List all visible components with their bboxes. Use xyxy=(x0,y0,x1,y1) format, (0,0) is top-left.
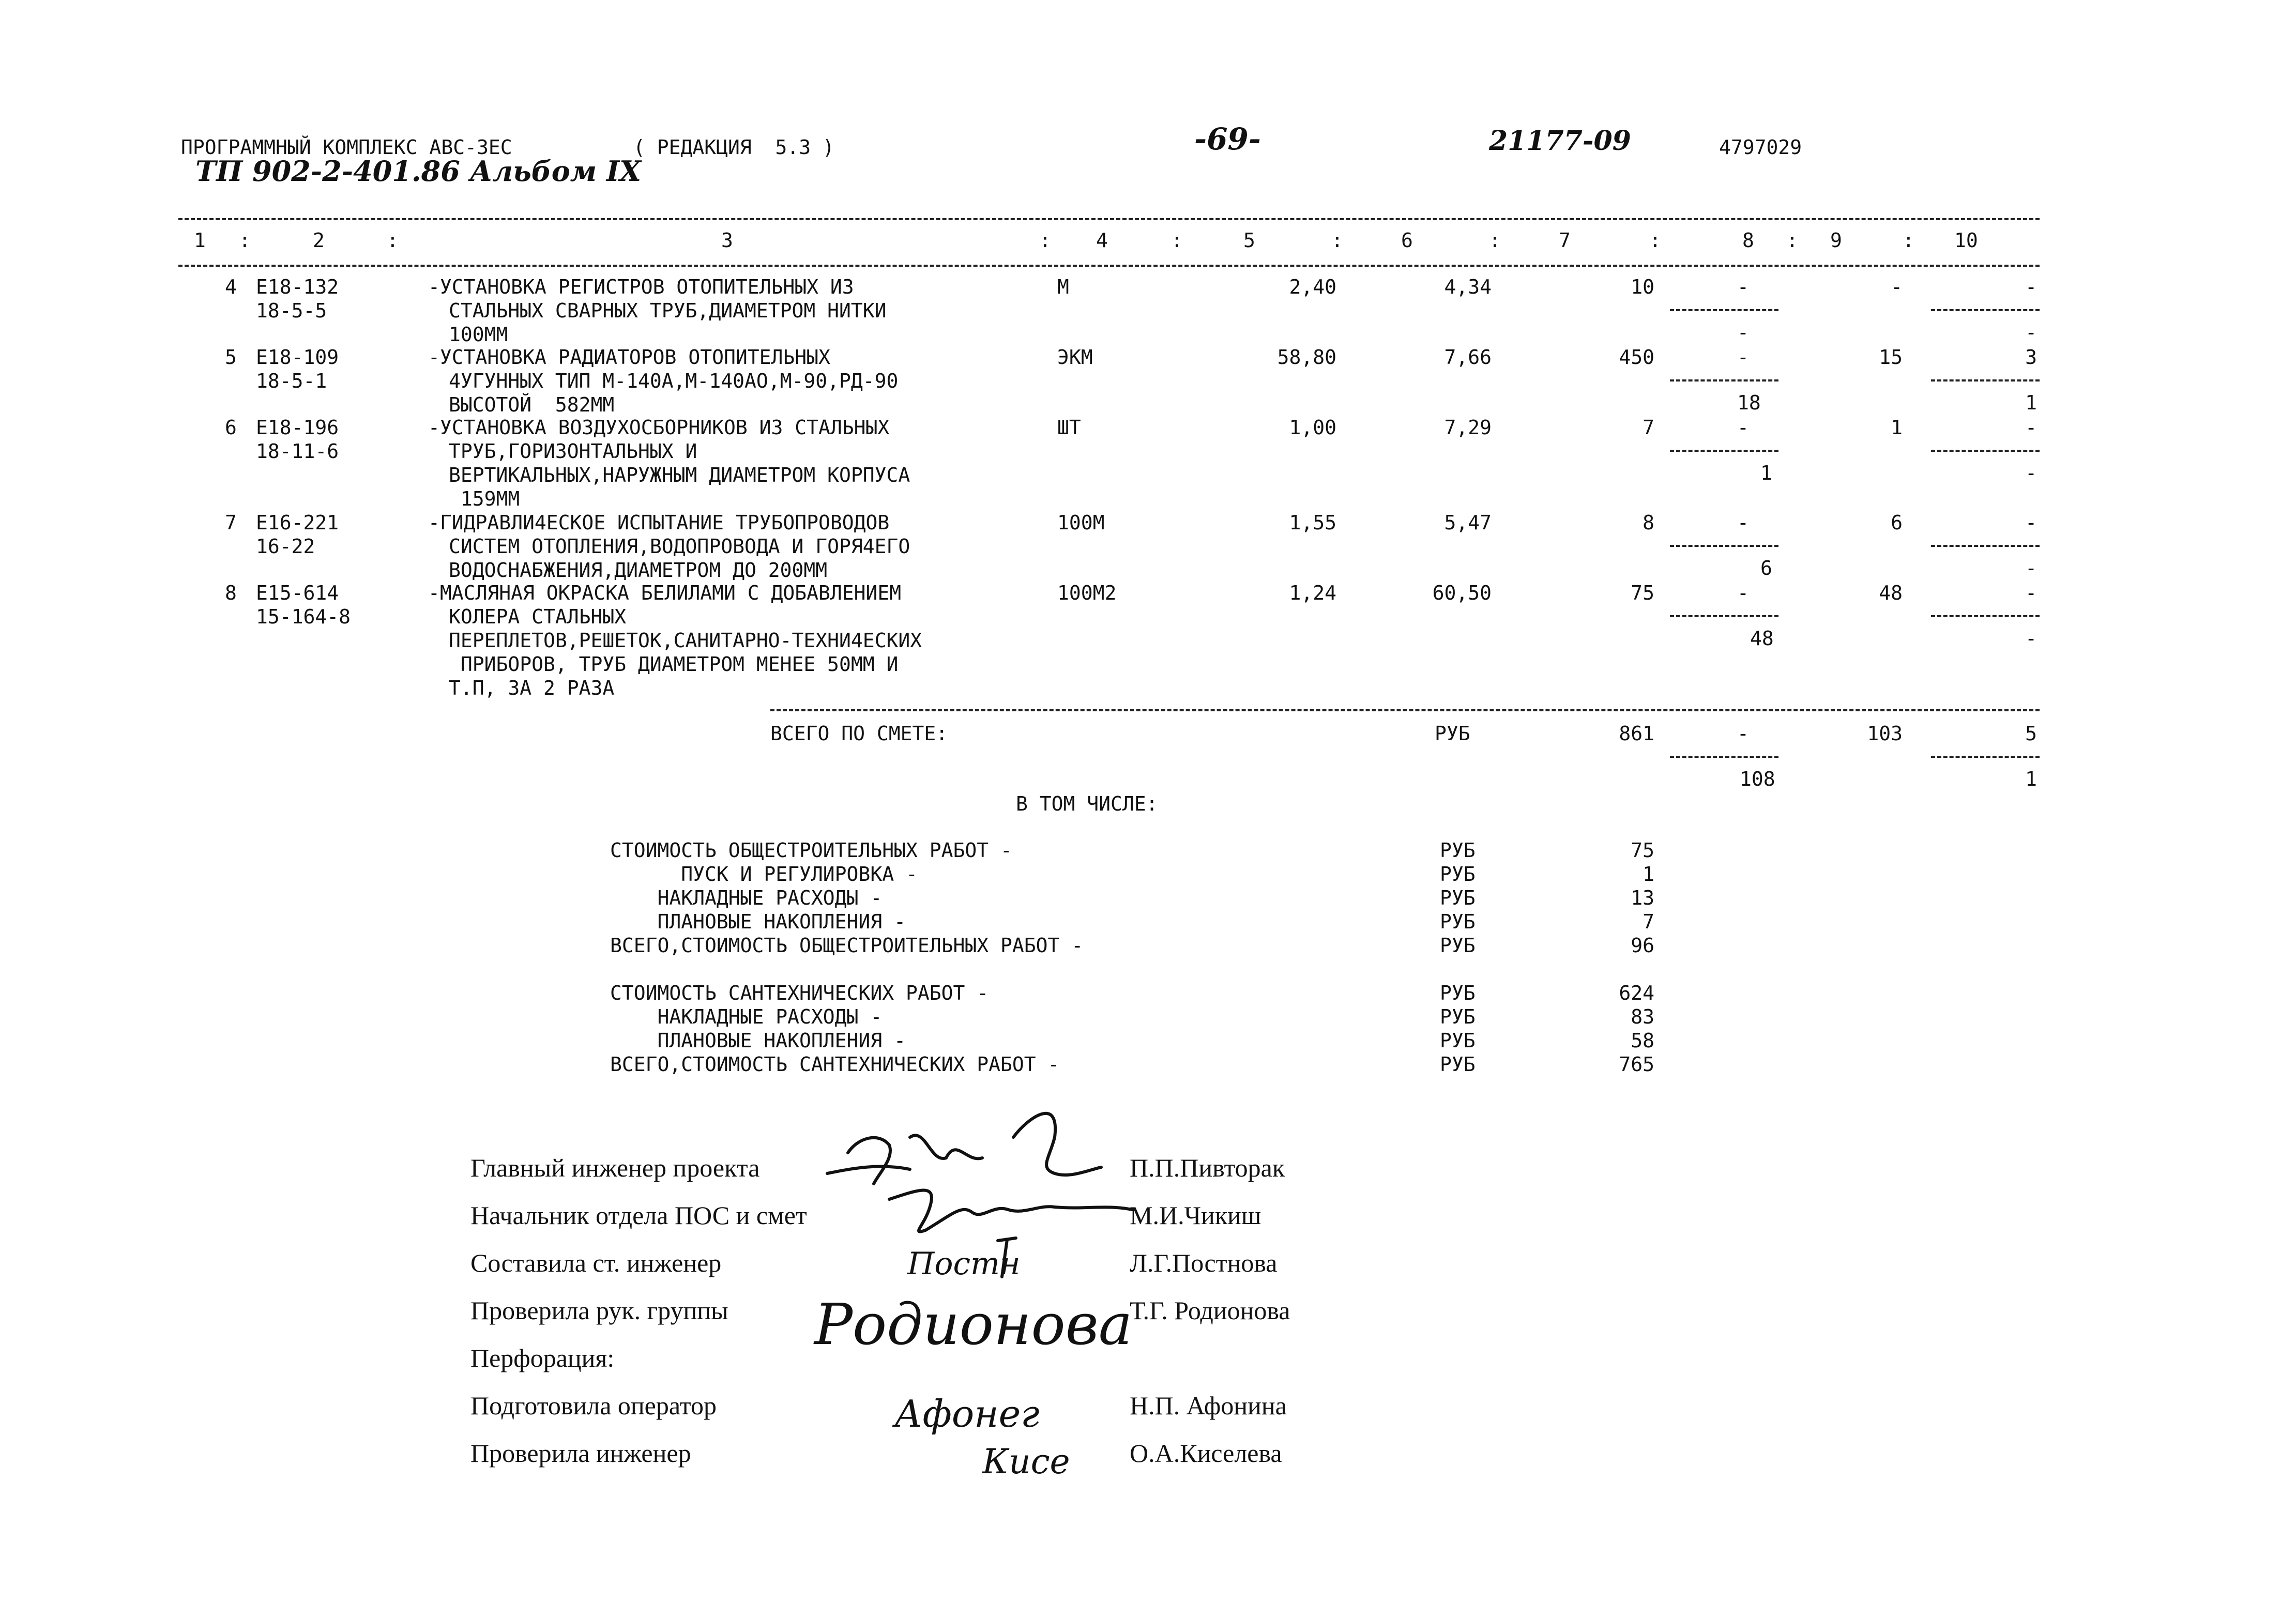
row-col8-top: - xyxy=(1737,276,1749,298)
breakdown-unit: РУБ xyxy=(1440,934,1476,957)
row-code: Е18-109 xyxy=(256,346,339,369)
row-col8-top: - xyxy=(1737,416,1749,439)
row-code: Е18-196 xyxy=(256,416,339,439)
row-code-2: 18-11-6 xyxy=(256,440,339,463)
breakdown-unit: РУБ xyxy=(1440,1029,1476,1052)
breakdown-value: 75 xyxy=(1631,839,1654,862)
row-desc-line: 159ММ xyxy=(449,487,520,510)
breakdown-value: 96 xyxy=(1631,934,1654,957)
album-title: ТП 902-2-401.86 Альбом IX xyxy=(195,155,642,188)
row-price: 60,50 xyxy=(1432,582,1492,604)
signature-name: П.П.Пивторак xyxy=(1130,1153,1285,1182)
row-col9: - xyxy=(1891,276,1903,298)
signature-role: Главный инженер проекта xyxy=(470,1153,760,1182)
row-desc-line: ВЫСОТОЙ 582ММ xyxy=(449,393,615,416)
row-col10-bottom: - xyxy=(2025,462,2037,484)
row-code: Е15-614 xyxy=(256,582,339,604)
row-number: 5 xyxy=(225,346,237,369)
breakdown-label: ПУСК И РЕГУЛИРОВКА - xyxy=(610,863,918,886)
column-header: 10 xyxy=(1954,229,1978,252)
column-header: 9 xyxy=(1830,229,1842,252)
totals-col8-top: - xyxy=(1737,722,1749,745)
signature-name: Т.Г. Родионова xyxy=(1130,1296,1290,1325)
document-code: 4797029 xyxy=(1719,136,1802,159)
totals-col8-bottom: 108 xyxy=(1740,768,1775,790)
row-desc-line: ПЕРЕПЛЕТОВ,РЕШЕТОК,САНИТАРНО-ТЕХНИ4ЕСКИХ xyxy=(449,629,922,652)
breakdown-value: 13 xyxy=(1631,887,1654,909)
signature-role: Составила ст. инженер xyxy=(470,1248,722,1277)
totals-unit: РУБ xyxy=(1435,722,1470,745)
edition: ( РЕДАКЦИЯ 5.3 ) xyxy=(633,136,834,159)
row-col8-bottom: 48 xyxy=(1750,627,1774,650)
row-price: 7,29 xyxy=(1444,416,1492,439)
row-desc-line: -УСТАНОВКА ВОЗДУХОСБОРНИКОВ ИЗ СТАЛЬНЫХ xyxy=(428,416,890,439)
row-code-2: 15-164-8 xyxy=(256,605,351,628)
breakdown-unit: РУБ xyxy=(1440,839,1476,862)
totals-total: 861 xyxy=(1619,722,1654,745)
program-name: ПРОГРАММНЫЙ КОМПЛЕКС АВС-ЗЕС xyxy=(181,136,512,159)
row-col10-top: - xyxy=(2025,582,2037,604)
row-col9: 1 xyxy=(1891,416,1903,439)
signature-role: Проверила инженер xyxy=(470,1439,691,1468)
breakdown-unit: РУБ xyxy=(1440,1005,1476,1028)
breakdown-label: СТОИМОСТЬ САНТЕХНИЧЕСКИХ РАБОТ - xyxy=(610,982,989,1004)
row-number: 8 xyxy=(225,582,237,604)
totals-col9: 103 xyxy=(1867,722,1903,745)
row-col10-bottom: - xyxy=(2025,321,2037,344)
column-header: 3 xyxy=(721,229,733,252)
column-header: 7 xyxy=(1559,229,1571,252)
row-code-2: 16-22 xyxy=(256,535,315,558)
row-col8-bottom: 1 xyxy=(1760,462,1772,484)
breakdown-value: 7 xyxy=(1643,910,1654,933)
breakdown-value: 765 xyxy=(1619,1053,1654,1076)
row-col8-top: - xyxy=(1737,582,1749,604)
row-col10-bottom: 1 xyxy=(2025,391,2037,414)
signature-name: Л.Г.Постнова xyxy=(1130,1248,1278,1277)
column-header: 4 xyxy=(1096,229,1108,252)
row-quantity: 1,24 xyxy=(1289,582,1336,604)
row-code: Е16-221 xyxy=(256,511,339,534)
totals-col10-top: 5 xyxy=(2025,722,2037,745)
row-total: 10 xyxy=(1631,276,1654,298)
column-header: 5 xyxy=(1243,229,1255,252)
signature-mark-chikish xyxy=(889,1190,1132,1232)
row-col8-top: - xyxy=(1737,346,1749,369)
row-desc-line: -УСТАНОВКА РАДИАТОРОВ ОТОПИТЕЛЬНЫХ xyxy=(428,346,830,369)
totals-col10-bottom: 1 xyxy=(2025,768,2037,790)
row-desc-line: ПРИБОРОВ, ТРУБ ДИАМЕТРОМ МЕНЕЕ 50ММ И xyxy=(449,653,899,676)
row-col9: 15 xyxy=(1879,346,1903,369)
row-unit: 100М2 xyxy=(1057,582,1117,604)
doc-number: 21177-09 xyxy=(1489,125,1631,157)
row-desc-line: СТАЛЬНЫХ СВАРНЫХ ТРУБ,ДИАМЕТРОМ НИТКИ xyxy=(449,299,887,322)
signature-role: Проверила рук. группы xyxy=(470,1296,728,1325)
signature-mark-rodionova: Родионова xyxy=(814,1291,1133,1357)
column-header: 1 xyxy=(194,229,206,252)
row-quantity: 58,80 xyxy=(1277,346,1336,369)
row-code: Е18-132 xyxy=(256,276,339,298)
breakdown-value: 58 xyxy=(1631,1029,1654,1052)
breakdown-unit: РУБ xyxy=(1440,982,1476,1004)
row-total: 8 xyxy=(1643,511,1654,534)
row-price: 4,34 xyxy=(1444,276,1492,298)
signature-role: Перфорация: xyxy=(470,1344,615,1372)
row-col10-bottom: - xyxy=(2025,557,2037,579)
row-col10-top: - xyxy=(2025,416,2037,439)
row-price: 7,66 xyxy=(1444,346,1492,369)
signature-mark-postnova: Постн xyxy=(907,1246,1021,1282)
signature-role: Начальник отдела ПОС и смет xyxy=(470,1201,807,1230)
column-header: 6 xyxy=(1401,229,1413,252)
row-col10-top: - xyxy=(2025,276,2037,298)
row-quantity: 1,00 xyxy=(1289,416,1336,439)
breakdown-value: 83 xyxy=(1631,1005,1654,1028)
row-col9: 48 xyxy=(1879,582,1903,604)
row-quantity: 2,40 xyxy=(1289,276,1336,298)
row-unit: ЭКМ xyxy=(1057,346,1093,369)
breakdown-label: ВСЕГО,СТОИМОСТЬ ОБЩЕСТРОИТЕЛЬНЫХ РАБОТ - xyxy=(610,934,1084,957)
breakdown-label: ПЛАНОВЫЕ НАКОПЛЕНИЯ - xyxy=(610,1029,906,1052)
row-desc-line: -МАСЛЯНАЯ ОКРАСКА БЕЛИЛАМИ С ДОБАВЛЕНИЕМ xyxy=(428,582,902,604)
breakdown-unit: РУБ xyxy=(1440,863,1476,886)
row-quantity: 1,55 xyxy=(1289,511,1336,534)
row-desc-line: ВОДОСНАБЖЕНИЯ,ДИАМЕТРОМ ДО 200ММ xyxy=(449,559,828,582)
row-col10-bottom: - xyxy=(2025,627,2037,650)
breakdown-label: НАКЛАДНЫЕ РАСХОДЫ - xyxy=(610,1005,883,1028)
row-total: 450 xyxy=(1619,346,1654,369)
signature-name: Н.П. Афонина xyxy=(1130,1391,1287,1420)
breakdown-label: СТОИМОСТЬ ОБЩЕСТРОИТЕЛЬНЫХ РАБОТ - xyxy=(610,839,1012,862)
row-desc-line: ТРУБ,ГОРИЗОНТАЛЬНЫХ И xyxy=(449,440,697,463)
row-total: 7 xyxy=(1643,416,1654,439)
row-number: 4 xyxy=(225,276,237,298)
row-col10-top: 3 xyxy=(2025,346,2037,369)
row-code-2: 18-5-5 xyxy=(256,299,327,322)
row-col8-bottom: - xyxy=(1737,321,1749,344)
signature-name: М.И.Чикиш xyxy=(1130,1201,1261,1230)
totals-label: ВСЕГО ПО СМЕТЕ: xyxy=(770,722,948,745)
breakdown-unit: РУБ xyxy=(1440,1053,1476,1076)
row-col8-top: - xyxy=(1737,511,1749,534)
breakdown-label: ПЛАНОВЫЕ НАКОПЛЕНИЯ - xyxy=(610,910,906,933)
column-header: 2 xyxy=(313,229,325,252)
row-unit: ШТ xyxy=(1057,416,1081,439)
row-code-2: 18-5-1 xyxy=(256,370,327,392)
row-desc-line: -УСТАНОВКА РЕГИСТРОВ ОТОПИТЕЛЬНЫХ ИЗ xyxy=(428,276,854,298)
row-col8-bottom: 6 xyxy=(1760,557,1772,579)
including-heading: В ТОМ ЧИСЛЕ: xyxy=(1016,792,1158,815)
column-header: 8 xyxy=(1742,229,1754,252)
breakdown-value: 1 xyxy=(1643,863,1654,886)
row-number: 7 xyxy=(225,511,237,534)
signature-name: О.А.Киселева xyxy=(1130,1439,1282,1468)
page-number: -69- xyxy=(1194,121,1261,157)
breakdown-unit: РУБ xyxy=(1440,887,1476,909)
row-desc-line: 4УГУННЫХ ТИП М-140А,М-140АО,М-90,РД-90 xyxy=(449,370,899,392)
row-desc-line: ВЕРТИКАЛЬНЫХ,НАРУЖНЫМ ДИАМЕТРОМ КОРПУСА xyxy=(449,464,910,486)
signature-role: Подготовила оператор xyxy=(470,1391,717,1420)
row-col9: 6 xyxy=(1891,511,1903,534)
breakdown-label: НАКЛАДНЫЕ РАСХОДЫ - xyxy=(610,887,883,909)
breakdown-unit: РУБ xyxy=(1440,910,1476,933)
row-desc-line: 100ММ xyxy=(449,323,508,346)
row-number: 6 xyxy=(225,416,237,439)
row-unit: 100М xyxy=(1057,511,1105,534)
row-desc-line: -ГИДРАВЛИ4ЕСКОЕ ИСПЫТАНИЕ ТРУБОПРОВОДОВ xyxy=(428,511,890,534)
row-col10-top: - xyxy=(2025,511,2037,534)
row-desc-line: Т.П, ЗА 2 РАЗА xyxy=(449,677,615,699)
row-total: 75 xyxy=(1631,582,1654,604)
row-price: 5,47 xyxy=(1444,511,1492,534)
breakdown-value: 624 xyxy=(1619,982,1654,1004)
breakdown-label: ВСЕГО,СТОИМОСТЬ САНТЕХНИЧЕСКИХ РАБОТ - xyxy=(610,1053,1060,1076)
signature-mark-pivtorak xyxy=(827,1113,1101,1184)
signature-mark-afonina: Афонег xyxy=(894,1392,1040,1436)
signature-mark-kiseleva: Кисе xyxy=(982,1442,1070,1482)
row-col8-bottom: 18 xyxy=(1737,391,1761,414)
row-desc-line: КОЛЕРА СТАЛЬНЫХ xyxy=(449,605,627,628)
row-unit: М xyxy=(1057,276,1069,298)
row-desc-line: СИСТЕМ ОТОПЛЕНИЯ,ВОДОПРОВОДА И ГОРЯ4ЕГО xyxy=(449,535,910,558)
